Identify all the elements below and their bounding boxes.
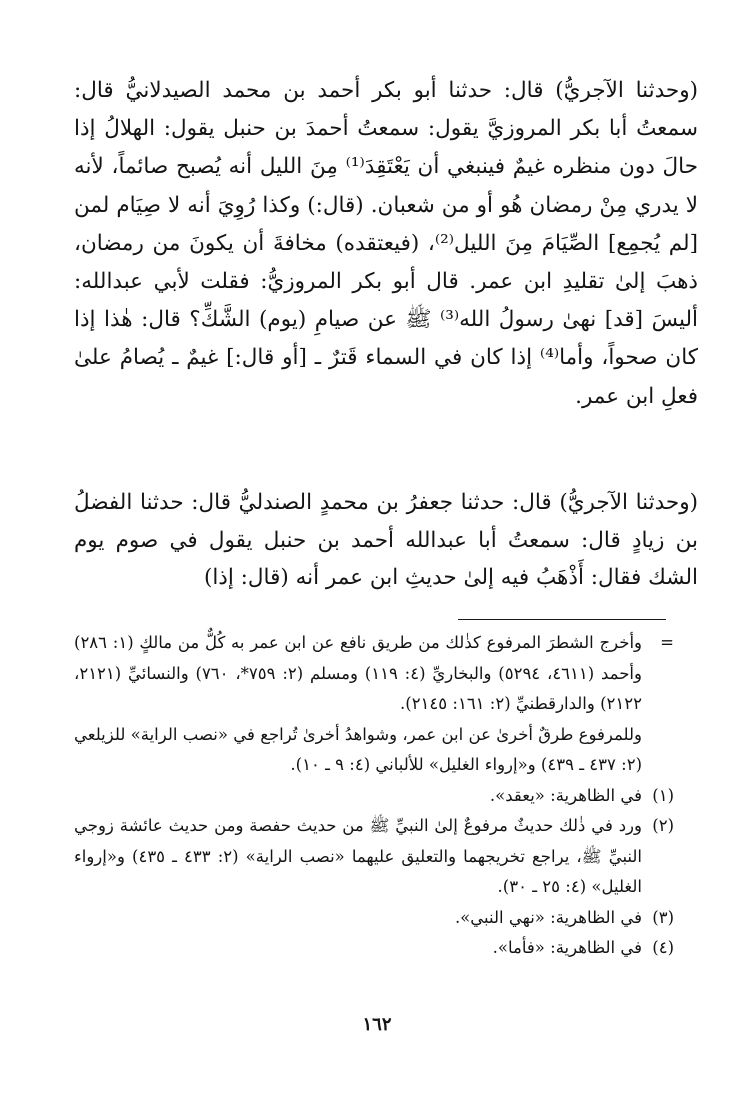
main-paragraph-2: (وحدثنا الآجريُّ) قال: حدثنا جعفرُ بن محمدٍ الصندليُّ قال: حدثنا الفضلُ بن زيادٍ قال: سمعتُ أبا عبدالله أحمد بن حنبل يقول في صوم يوم الشك فقال: أَذْهَبُ فيه إلىٰ حديثِ ابن عمر أنه (قال: إذا) [74, 490, 698, 590]
footnote-item [74, 933, 674, 964]
footnote-number: (٢) [652, 816, 674, 835]
footnote-text: في الظاهرية: «فأما». [492, 938, 642, 957]
page-number: ١٦٢ [362, 1014, 392, 1035]
footnote-text: ورد في ذٰلك حديثٌ مرفوعٌ إلىٰ النبيِّ ﷺ من حديث حفصة ومن حديث عائشة زوجي النبيِّ ﷺ، يراجع تخريجهما والتعليق عليهما «نصب الراية» (٢: ٤٣٣ ـ ٤٣٥) و«إرواء الغليل» (٤: ٢٥ ـ ٣٠). [74, 816, 643, 896]
footnote-item [74, 811, 674, 903]
footnote-continuation-2 [74, 720, 674, 781]
footnote-text: في الظاهرية: «يعقد». [489, 785, 642, 805]
footnote-number: (١) [652, 785, 674, 805]
footnote-continuation-text-2: وللمرفوع طرقٌ أخرىٰ عن ابن عمر، وشواهدُ أخرىٰ تُراجع في «نصب الراية» للزيلعي (٢: ٤٣٧ ـ ٤٣٩) و«إرواء الغليل» للألباني (٤: ٩ ـ ١٠). [74, 724, 642, 774]
footnote-number: (٤) [652, 938, 674, 957]
footnote-separator [458, 619, 666, 620]
footnote-text: في الظاهرية: «نهي النبي». [454, 907, 642, 927]
footnote-continuation-text-1: وأخرج الشطرَ المرفوع كذٰلك من طريق نافع عن ابن عمر به كُلٌّ من مالكٍ (١: ٢٨٦) وأحمد (٤٦١١، ٥٢٩٤) والبخاريِّ (٤: ١١٩) ومسلم (٢: ٧٥٩*، ٧٦٠) والنسائيِّ (٢١٢١، ٢١٢٢) والدارقطنيِّ (٢: ١٦١: ٢١٤٥). [74, 633, 642, 713]
continuation-mark: = [660, 633, 674, 652]
footnote-item [74, 781, 674, 812]
footnote-item [74, 903, 674, 934]
footnotes [74, 628, 674, 964]
footnote-number: (٣) [652, 907, 674, 927]
main-paragraph-1: (وحدثنا الآجريُّ) قال: حدثنا أبو بكر أحمد بن محمد الصيدلانيُّ قال: سمعتُ أبا بكر المروزيَّ يقول: سمعتُ أحمدَ بن حنبل يقول: الهلالُ إذا حالَ دون منظره غيمٌ فينبغي أن يَعْتَقِدَ⁽¹⁾ مِنَ الليل أنه يُصبح صائماً، لأنه لا يدري مِنْ رمضان هُو أو من شعبان. (قال:) وكذا رُوِيَ أنه لا صِيَام لمن [لم يُجمِع] الصِّيَامَ مِنَ الليل⁽²⁾، (فيعتقده) مخافةَ أن يكونَ من رمضان، ذهبَ إلىٰ تقليدِ ابن عمر. قال أبو بكر المروزيُّ: فقلت لأبي عبدالله: أليسَ [قد] نهىٰ رسولُ الله⁽³⁾ ﷺ عن صيامِ (يوم) الشَّكِّ؟ قال: هٰذا إذا كان صحواً، وأما⁽⁴⁾ إذا كان في السماء قَترٌ ـ [أو قال:] غيمٌ ـ يُصامُ علىٰ فعلِ ابن عمر. [74, 78, 698, 409]
footnote-continuation [74, 628, 674, 720]
